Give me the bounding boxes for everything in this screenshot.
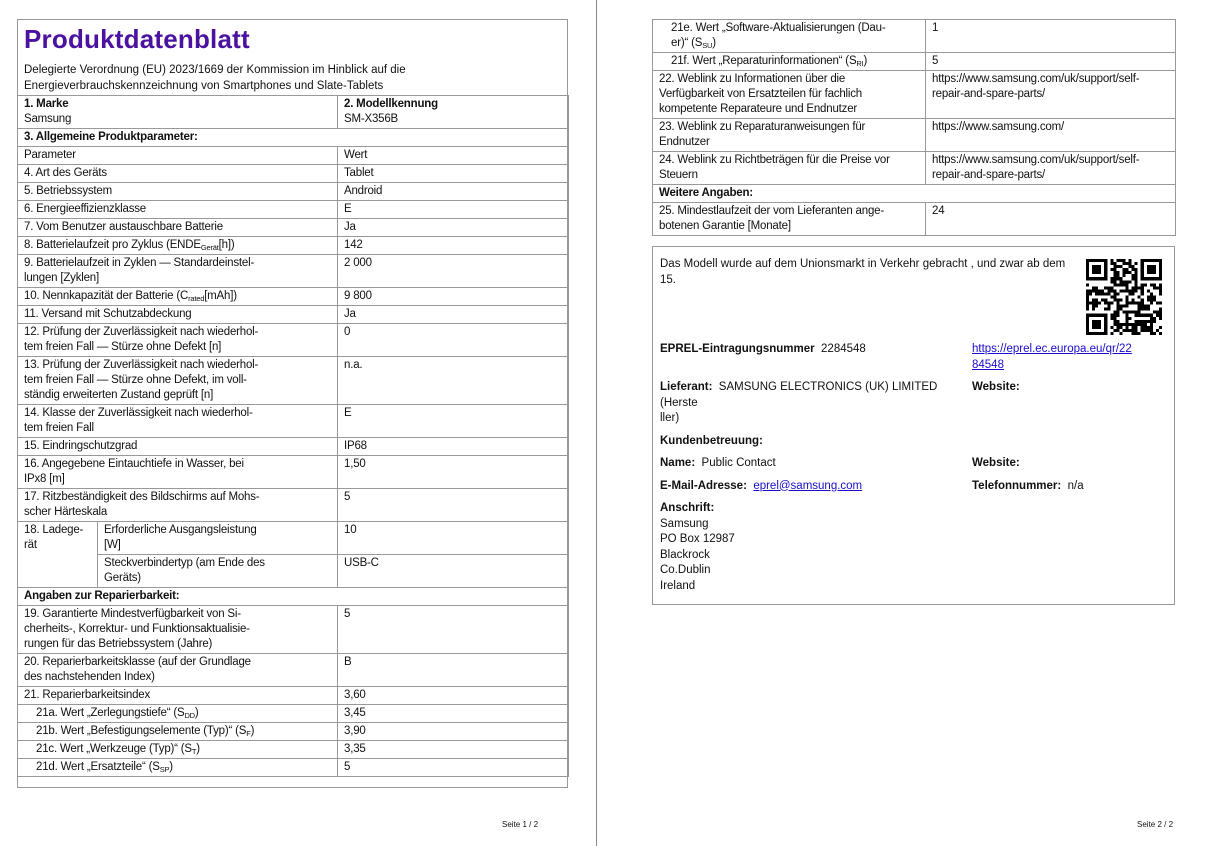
table-row xyxy=(18,687,569,705)
parameter-value: https://www.samsung.com/ xyxy=(926,119,1176,152)
subscript: SP xyxy=(159,765,170,774)
parameter-value: 5 xyxy=(338,606,569,654)
parameter-label-cell xyxy=(18,489,338,522)
name-label: Name: xyxy=(660,457,696,469)
parameter-label-cell xyxy=(18,165,338,183)
parameter-label: 21f. Wert „Reparaturinformationen“ (S xyxy=(671,55,857,67)
table-row xyxy=(18,555,569,588)
parameter-label-suffix: ) xyxy=(712,37,716,49)
parameter-value: 2 000 xyxy=(338,255,569,288)
parameter-value: IP68 xyxy=(338,438,569,456)
parameter-label-cell xyxy=(18,606,338,654)
parameter-label-cell xyxy=(653,20,926,53)
parameter-label-cell xyxy=(18,306,338,324)
parameter-value: Wert xyxy=(338,147,569,165)
page-number: Seite 2 / 2 xyxy=(1137,820,1174,829)
page-title: Produktdatenblatt xyxy=(24,24,250,54)
parameter-value: 1,50 xyxy=(338,456,569,489)
parameter-label: 15. Eindringschutzgrad xyxy=(24,440,138,452)
parameter-value: 5 xyxy=(338,489,569,522)
parameter-value: n.a. xyxy=(338,357,569,405)
parameter-label-cell xyxy=(18,405,338,438)
parameter-label-suffix: ) xyxy=(863,55,868,67)
parameter-label-cell xyxy=(18,288,338,306)
address-label: Anschrift: xyxy=(660,502,715,514)
model-cell xyxy=(338,96,569,129)
parameter-label: 7. Vom Benutzer austauschbare Batterie xyxy=(24,221,223,233)
table-row xyxy=(18,723,569,741)
parameter-value: 1 xyxy=(926,20,1176,53)
parameter-value: 5 xyxy=(926,53,1176,71)
table-row xyxy=(18,324,569,357)
supplier-row xyxy=(653,380,1174,427)
parameter-value: 0 xyxy=(338,324,569,357)
parameter-label: 14. Klasse der Zuverlässigkeit nach wiederhol- tem freien Fall xyxy=(24,407,253,434)
parameter-label-suffix: [h]) xyxy=(218,239,235,251)
table-row xyxy=(18,147,569,165)
support-row xyxy=(653,434,1174,450)
parameter-label: 21d. Wert „Ersatzteile“ (S xyxy=(36,761,160,773)
parameter-value: Ja xyxy=(338,219,569,237)
page-2-content xyxy=(652,19,1175,605)
section-header: Weitere Angaben: xyxy=(653,185,1176,203)
table-row xyxy=(18,306,569,324)
parameter-label-cell xyxy=(653,53,926,71)
table-row xyxy=(18,522,569,555)
table-row xyxy=(653,71,1176,119)
section-header-row xyxy=(18,588,569,606)
market-date-text: Das Modell wurde auf dem Unionsmarkt in Verkehr gebracht , und zwar ab dem 15. xyxy=(660,258,1066,286)
table-row xyxy=(18,741,569,759)
parameter-value: E xyxy=(338,201,569,219)
parameter-label-cell xyxy=(653,203,926,236)
parameter-label: 9. Batterielaufzeit in Zyklen — Standardeinstel- lungen [Zyklen] xyxy=(24,257,255,284)
section-header: 3. Allgemeine Produktparameter: xyxy=(18,129,569,147)
parameter-label-cell xyxy=(18,237,338,255)
parameter-label: 21b. Wert „Befestigungselemente (Typ)“ (S xyxy=(36,725,247,737)
parameter-label: 25. Mindestlaufzeit der vom Lieferanten ange- botenen Garantie [Monate] xyxy=(659,205,884,232)
parameter-value: 24 xyxy=(926,203,1176,236)
parameter-label-cell xyxy=(18,183,338,201)
table-row xyxy=(18,705,569,723)
section-header: Angaben zur Reparierbarkeit: xyxy=(18,588,569,606)
parameter-label-suffix: ) xyxy=(169,761,173,773)
parameter-label-suffix: ) xyxy=(194,707,199,719)
table-row xyxy=(18,201,569,219)
parameter-label: 23. Weblink zu Reparaturanweisungen für Endnutzer xyxy=(659,121,866,148)
parameter-label-cell xyxy=(18,219,338,237)
table-row xyxy=(18,606,569,654)
subscript: F xyxy=(246,729,251,738)
parameter-label-suffix: ) xyxy=(196,743,200,755)
parameter-value: https://www.samsung.com/uk/support/self- repair-and-spare-parts/ xyxy=(926,71,1176,119)
supplier-website-label: Website: xyxy=(972,381,1020,393)
product-parameters-table xyxy=(17,95,569,777)
table-row xyxy=(653,152,1176,185)
table-row xyxy=(18,165,569,183)
eprel-row xyxy=(653,342,1174,373)
model-label: 2. Modellkennung xyxy=(344,98,438,110)
parameter-value: 3,35 xyxy=(338,741,569,759)
page-1 xyxy=(0,0,596,846)
parameter-label: Parameter xyxy=(24,149,76,161)
parameter-label: 11. Versand mit Schutzabdeckung xyxy=(24,308,192,320)
parameter-label: 16. Angegebene Eintauchtiefe in Wasser, bei IPx8 [m] xyxy=(24,458,244,485)
parameter-value: 10 xyxy=(338,522,569,555)
table-row xyxy=(653,119,1176,152)
table-row xyxy=(18,759,569,777)
parameter-label: Erforderliche Ausgangsleistung [W] xyxy=(98,522,338,555)
brand-cell xyxy=(18,96,338,129)
email-row xyxy=(653,479,1174,495)
parameter-label-cell xyxy=(18,723,338,741)
parameter-label-cell xyxy=(18,255,338,288)
table-row xyxy=(18,255,569,288)
parameter-value: 3,60 xyxy=(338,687,569,705)
regulation-subtitle: Delegierte Verordnung (EU) 2023/1669 der Kommission im Hinblick auf die Energieverbrauchskennzeichnung von Smartphones und Slate-Tablets xyxy=(24,64,406,92)
parameter-label-cell xyxy=(18,357,338,405)
parameter-value: Ja xyxy=(338,306,569,324)
parameter-label: 17. Ritzbeständigkeit des Bildschirms auf Mohs- scher Härteskala xyxy=(24,491,260,518)
parameter-label-cell xyxy=(653,152,926,185)
table-row xyxy=(653,203,1176,236)
parameter-label-suffix: ) xyxy=(250,725,255,737)
parameter-label-cell xyxy=(18,147,338,165)
parameter-label: Steckverbindertyp (am Ende des Geräts) xyxy=(98,555,338,588)
table-row xyxy=(18,489,569,522)
address-row xyxy=(653,501,1174,594)
parameter-label: 21e. Wert „Software-Aktualisierungen (Dau- er)“ (S xyxy=(671,22,886,49)
table-row xyxy=(18,219,569,237)
parameter-label: 4. Art des Geräts xyxy=(24,167,107,179)
table-row xyxy=(18,438,569,456)
parameter-value: 142 xyxy=(338,237,569,255)
eprel-number: 2284548 xyxy=(821,343,866,355)
parameter-label-cell xyxy=(18,687,338,705)
brand-model-row xyxy=(18,96,569,129)
subscript: DD xyxy=(184,711,195,720)
subscript: SU xyxy=(702,41,713,50)
parameter-label: 21a. Wert „Zerlegungstiefe“ (S xyxy=(36,707,185,719)
parameter-label: 10. Nennkapazität der Batterie (C xyxy=(24,290,189,302)
parameter-value: Android xyxy=(338,183,569,201)
parameter-label-cell xyxy=(18,438,338,456)
parameter-label-cell xyxy=(18,705,338,723)
eprel-link[interactable]: https://eprel.ec.europa.eu/qr/22 84548 xyxy=(972,343,1132,371)
parameter-value: 9 800 xyxy=(338,288,569,306)
table-row xyxy=(18,288,569,306)
customer-support-label: Kundenbetreuung: xyxy=(660,434,763,447)
parameter-label-cell xyxy=(18,324,338,357)
parameter-label: 13. Prüfung der Zuverlässigkeit nach wiederhol- tem freien Fall — Stürze ohne Defekt, im voll- ständig erweiterten Zustand geprüft [n] xyxy=(24,359,259,401)
parameter-label-cell xyxy=(18,759,338,777)
model-value: SM-X356B xyxy=(344,113,399,125)
name-value: Public Contact xyxy=(701,457,776,469)
subscript: RI xyxy=(856,59,864,68)
supplier-label: Lieferant: xyxy=(660,381,713,393)
registration-info-box xyxy=(652,246,1175,605)
table-row xyxy=(18,237,569,255)
parameter-label-cell xyxy=(653,119,926,152)
section-header-row xyxy=(653,185,1176,203)
table-row xyxy=(18,456,569,489)
subscript: Gerät xyxy=(200,243,219,252)
parameter-label-cell xyxy=(18,654,338,687)
repairability-table-continued xyxy=(652,19,1176,236)
subscript: T xyxy=(191,747,197,756)
parameter-label: 21c. Wert „Werkzeuge (Typ)“ (S xyxy=(36,743,192,755)
table-row xyxy=(18,183,569,201)
table-row xyxy=(653,53,1176,71)
parameter-value: 5 xyxy=(338,759,569,777)
charger-label: 18. Ladege- rät xyxy=(18,522,98,588)
parameter-value: B xyxy=(338,654,569,687)
parameter-label-cell xyxy=(18,201,338,219)
parameter-label: 8. Batterielaufzeit pro Zyklus (ENDE xyxy=(24,239,201,251)
qr-code-icon[interactable] xyxy=(1086,259,1162,335)
parameter-label-cell xyxy=(18,741,338,759)
support-website-label: Website: xyxy=(972,457,1020,469)
parameter-label-suffix: [mAh]) xyxy=(204,290,237,302)
email-label: E-Mail-Adresse: xyxy=(660,479,747,492)
section-header-row xyxy=(18,129,569,147)
parameter-value: Tablet xyxy=(338,165,569,183)
parameter-value: 3,45 xyxy=(338,705,569,723)
parameter-label: 6. Energieeffizienzklasse xyxy=(24,203,146,215)
parameter-value: USB-C xyxy=(338,555,569,588)
eprel-label: EPREL-Eintragungsnummer xyxy=(660,343,815,355)
brand-label: 1. Marke xyxy=(24,98,69,110)
phone-label: Telefonnummer: xyxy=(972,479,1062,492)
table-row xyxy=(18,405,569,438)
table-row xyxy=(18,654,569,687)
supplier-value: SAMSUNG ELECTRONICS (UK) LIMITED (Herste ller) xyxy=(660,381,938,424)
parameter-label: 20. Reparierbarkeitsklasse (auf der Grundlage des nachstehenden Index) xyxy=(24,656,251,683)
page-number: Seite 1 / 2 xyxy=(502,820,539,829)
parameter-value: https://www.samsung.com/uk/support/self- repair-and-spare-parts/ xyxy=(926,152,1176,185)
name-row xyxy=(653,456,1174,472)
subscript: rated xyxy=(188,294,205,303)
parameter-label: 21. Reparierbarkeitsindex xyxy=(24,689,151,701)
parameter-label: 24. Weblink zu Richtbeträgen für die Preise vor Steuern xyxy=(659,154,890,181)
parameter-value: 3,90 xyxy=(338,723,569,741)
email-link[interactable]: eprel@samsung.com xyxy=(753,479,863,492)
parameter-label: 12. Prüfung der Zuverlässigkeit nach wiederhol- tem freien Fall — Stürze ohne Defekt [n] xyxy=(24,326,259,353)
table-row xyxy=(653,20,1176,53)
page-2 xyxy=(597,0,1207,846)
address-value: Samsung PO Box 12987 Blackrock Co.Dublin Ireland xyxy=(660,517,735,592)
parameter-label: 22. Weblink zu Informationen über die Verfügbarkeit von Ersatzteilen für fachlich kompetente Reparateure und Endnutzer xyxy=(659,73,862,115)
parameter-label-cell xyxy=(653,71,926,119)
phone-value: n/a xyxy=(1067,479,1084,492)
brand-value: Samsung xyxy=(24,113,72,125)
parameter-value: E xyxy=(338,405,569,438)
parameter-label: 19. Garantierte Mindestverfügbarkeit von Si- cherheits-, Korrektur- und Funktionsaktualisie- rungen für das Betriebssystem (Jahre) xyxy=(24,608,250,650)
table-row xyxy=(18,357,569,405)
parameter-label: 5. Betriebssystem xyxy=(24,185,112,197)
parameter-label-cell xyxy=(18,456,338,489)
